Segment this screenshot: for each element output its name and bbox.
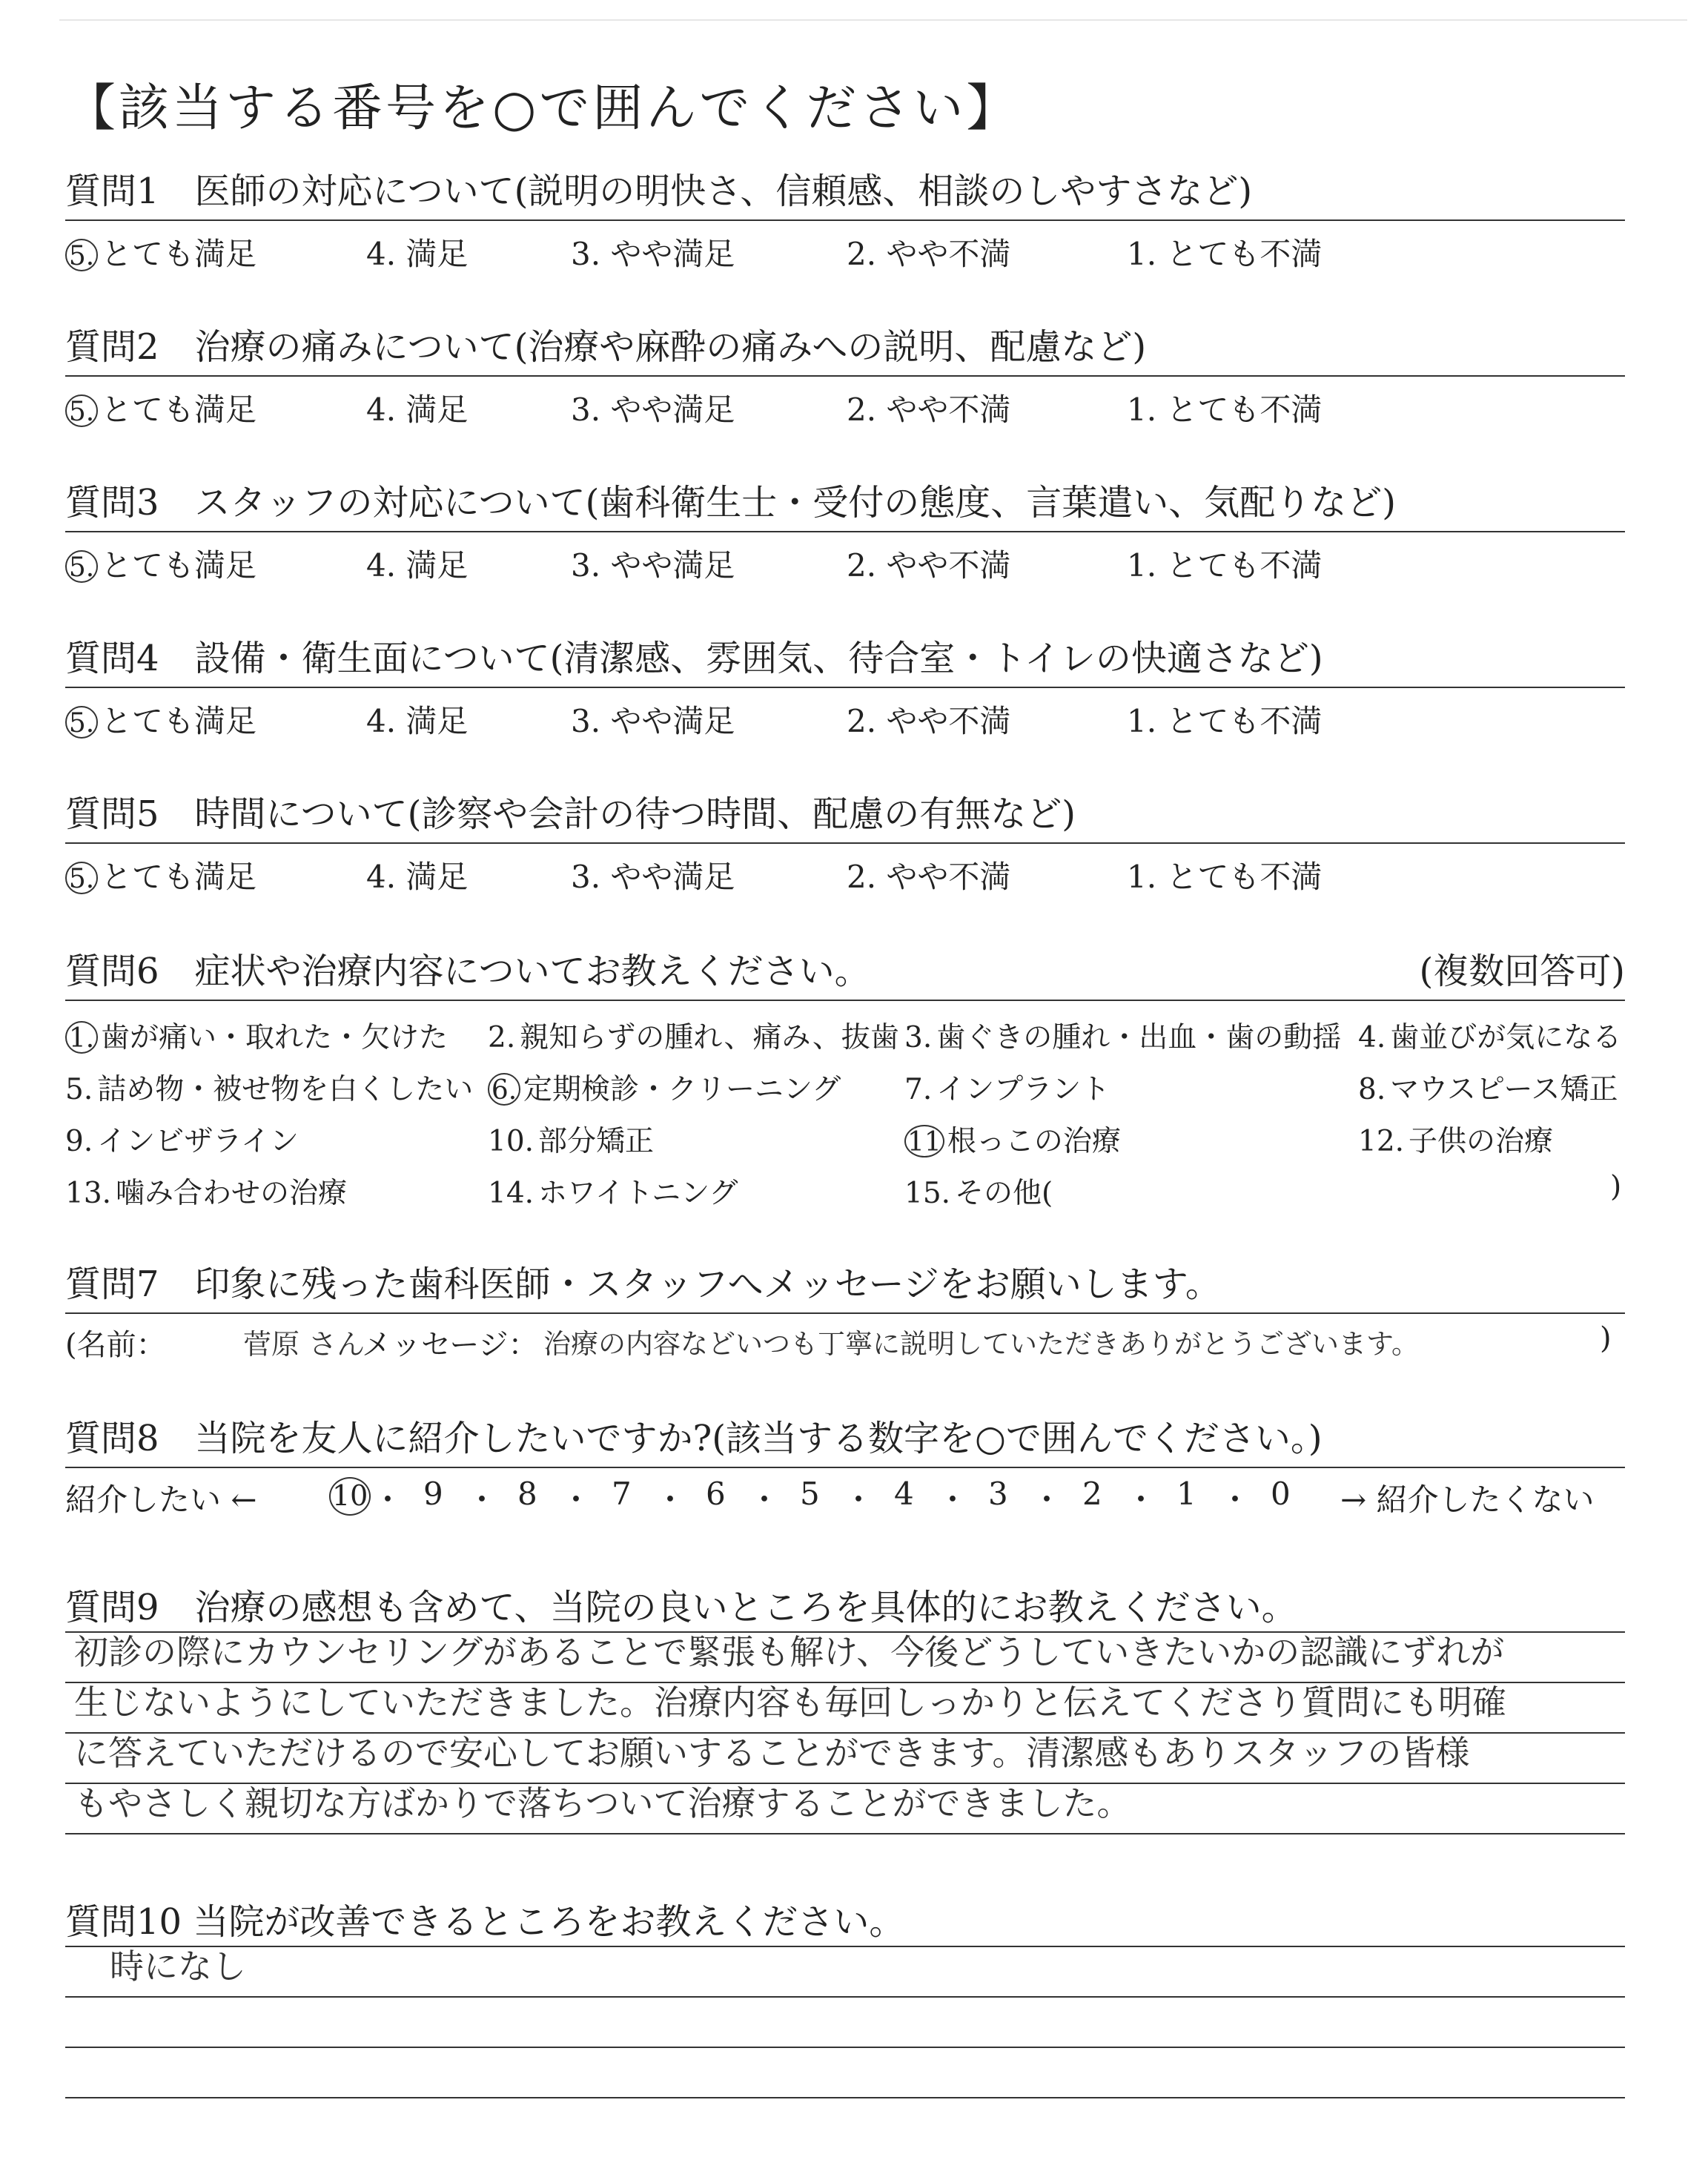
question-5 (65, 790, 1625, 895)
scale-separator: ・ (466, 1482, 498, 1518)
option-number: 5. (65, 1073, 93, 1106)
option-4[interactable]: 4. 満足 (366, 703, 469, 739)
name-label: (名前： (65, 1328, 166, 1362)
option-number: 3. (904, 1021, 933, 1054)
scale-value-6[interactable]: 6 (706, 1476, 726, 1512)
answer-line[interactable] (65, 2097, 1625, 2147)
symptom-option[interactable] (65, 1014, 448, 1056)
option-label: マウスピース矯正 (1390, 1073, 1618, 1106)
option-3[interactable]: 3. やや満足 (571, 703, 735, 739)
option-1[interactable]: 1. とても不満 (1127, 859, 1323, 895)
page-top-edge (59, 19, 1687, 21)
option-number: 14. (488, 1177, 534, 1210)
rating-options (65, 532, 1625, 584)
option-label: 噛み合わせの治療 (116, 1177, 348, 1210)
option-1[interactable]: 1. とても不満 (1127, 236, 1323, 272)
symptom-option[interactable] (65, 1170, 347, 1212)
option-1[interactable]: 1. とても不満 (1127, 392, 1323, 428)
recommend-scale (65, 1468, 1625, 1520)
rating-options (65, 688, 1625, 739)
question-4 (65, 635, 1625, 739)
selected-circle: 5. (65, 394, 98, 427)
question-6-title (65, 948, 1625, 995)
symptom-option[interactable] (1358, 1014, 1621, 1056)
scale-value-8[interactable]: 8 (517, 1476, 537, 1512)
option-5[interactable]: 5. とても満足 (65, 853, 256, 897)
question-10 (65, 1898, 1625, 2147)
scale-value-10[interactable]: 10 (329, 1477, 371, 1516)
answer-line[interactable]: もやさしく親切な方ばかりで落ちついて治療することができました。 (65, 1783, 1625, 1833)
name-value[interactable]: 菅原 さん (243, 1328, 365, 1361)
selected-circle: 11 (904, 1125, 944, 1157)
symptom-option[interactable] (1358, 1066, 1618, 1108)
option-number: 10. (488, 1125, 534, 1158)
message-line (65, 1314, 1625, 1366)
option-label: 親知らずの腫れ、痛み、抜歯 (520, 1021, 899, 1054)
symptom-option[interactable] (904, 1066, 1110, 1108)
selected-circle: 6. (488, 1073, 520, 1106)
answer-line[interactable]: 初診の際にカウンセリングがあることで緊張も解け、今後どうしていきたいかの認識にずれが (65, 1631, 1625, 1682)
option-label: 部分矯正 (538, 1125, 655, 1158)
question-6 (65, 948, 1625, 1223)
option-label: 子供の治療 (1409, 1125, 1554, 1158)
selected-circle: 5. (65, 239, 98, 271)
scale-separator: ・ (372, 1482, 404, 1518)
scale-value-5[interactable]: 5 (800, 1476, 820, 1512)
symptom-option[interactable] (1358, 1118, 1553, 1160)
option-number: 2. (488, 1021, 516, 1054)
option-4[interactable]: 4. 満足 (366, 859, 469, 895)
scale-separator: ・ (749, 1482, 781, 1518)
answer-line[interactable]: 生じないようにしていただきました。治療内容も毎回しっかりと伝えてくださり質問にも明確 (65, 1682, 1625, 1732)
question-7 (65, 1261, 1625, 1366)
option-2[interactable]: 2. やや不満 (847, 703, 1011, 739)
scale-value-3[interactable]: 3 (988, 1476, 1008, 1512)
option-number: 4. (1358, 1021, 1386, 1054)
option-number: 8. (1358, 1073, 1386, 1106)
recommend-left-label: 紹介したい ← (65, 1482, 257, 1518)
question-4-title: 質問4 設備・衛生面について(清潔感、雰囲気、待合室・トイレの快適さなど) (65, 638, 1323, 679)
scale-value-2[interactable]: 2 (1082, 1476, 1102, 1512)
scale-value-4[interactable]: 4 (894, 1476, 914, 1512)
selected-circle: 5. (65, 862, 98, 894)
question-9 (65, 1584, 1625, 1834)
question-1-title: 質問1 医師の対応について(説明の明快さ、信頼感、相談のしやすさなど) (65, 171, 1253, 212)
symptom-option[interactable] (65, 1066, 473, 1108)
question-7-title: 質問7 印象に残った歯科医師・スタッフへメッセージをお願いします。 (65, 1264, 1221, 1305)
question-10-title: 質問10 当院が改善できるところをお教えください。 (65, 1901, 905, 1943)
option-label: ホワイトニング (538, 1177, 738, 1210)
symptom-option[interactable] (904, 1118, 1121, 1160)
option-5[interactable]: 5. とても満足 (65, 230, 256, 274)
symptom-option[interactable] (488, 1014, 899, 1056)
option-number: 12. (1358, 1125, 1405, 1158)
scale-value-7[interactable]: 7 (612, 1476, 632, 1512)
scale-separator: ・ (1031, 1482, 1063, 1518)
option-1[interactable]: 1. とても不満 (1127, 547, 1323, 584)
answer-line[interactable] (65, 1996, 1625, 2047)
answer-line[interactable] (65, 2047, 1625, 2097)
other-close-paren: ) (1610, 1170, 1622, 1203)
option-number: 13. (65, 1177, 112, 1210)
message-value[interactable]: 治療の内容などいつも丁寧に説明していただきありがとうございます。 (543, 1328, 1420, 1360)
answer-lines (65, 1631, 1625, 1834)
answer-line-bottom (65, 1833, 1625, 1834)
selected-circle: 5. (65, 706, 98, 739)
symptom-option[interactable] (904, 1170, 1053, 1212)
question-2-title: 質問2 治療の痛みについて(治療や麻酔の痛みへの説明、配慮など) (65, 326, 1147, 368)
question-1 (65, 168, 1625, 272)
option-label: インプラント (936, 1073, 1110, 1106)
selected-circle: 1. (65, 1021, 98, 1054)
symptom-option[interactable] (488, 1118, 654, 1160)
option-label: 歯が痛い・取れた・欠けた (101, 1021, 448, 1054)
question-8-title: 質問8 当院を友人に紹介したいですか?(該当する数字を○で囲んでください。) (65, 1418, 1323, 1459)
option-2[interactable]: 2. やや不満 (847, 547, 1011, 584)
question-8 (65, 1415, 1625, 1520)
option-5[interactable]: 5. とても満足 (65, 541, 256, 586)
option-3[interactable]: 3. やや満足 (571, 236, 735, 272)
scale-separator: ・ (655, 1482, 686, 1518)
answer-line[interactable]: 時になし (65, 1946, 1625, 1996)
option-number: 7. (904, 1073, 933, 1106)
option-3[interactable]: 3. やや満足 (571, 547, 735, 584)
option-2[interactable]: 2. やや不満 (847, 859, 1011, 895)
symptom-option[interactable] (488, 1170, 738, 1212)
scale-value-0[interactable]: 0 (1271, 1476, 1291, 1512)
option-1[interactable]: 1. とても不満 (1127, 703, 1323, 739)
option-label: 定期検診・クリーニング (523, 1073, 841, 1106)
scale-separator: ・ (1219, 1482, 1251, 1518)
question-2 (65, 323, 1625, 428)
option-number: 9. (65, 1125, 93, 1158)
answer-line[interactable]: に答えていただけるので安心してお願いすることができます。清潔感もありスタッフの皆様 (65, 1732, 1625, 1783)
option-number: 15. (904, 1177, 951, 1210)
option-label: 歯並びが気になる (1390, 1021, 1622, 1054)
form-header: 【該当する番号を○で囲んでください】 (65, 79, 1020, 138)
rating-options (65, 844, 1625, 895)
rating-options (65, 377, 1625, 428)
option-2[interactable]: 2. やや不満 (847, 236, 1011, 272)
scale-separator: ・ (843, 1482, 875, 1518)
option-label: インビザライン (97, 1125, 299, 1158)
option-4[interactable]: 4. 満足 (366, 236, 469, 272)
scale-separator: ・ (560, 1482, 592, 1518)
answer-lines (65, 1946, 1625, 2147)
question-3-title: 質問3 スタッフの対応について(歯科衛生士・受付の態度、言葉遣い、気配りなど) (65, 482, 1397, 524)
option-5[interactable]: 5. とても満足 (65, 697, 256, 742)
option-5[interactable]: 5. とても満足 (65, 386, 256, 430)
option-4[interactable]: 4. 満足 (366, 392, 469, 428)
symptom-option[interactable] (65, 1118, 299, 1160)
option-label: 詰め物・被せ物を白くしたい (97, 1073, 474, 1106)
scale-separator: ・ (1125, 1482, 1157, 1518)
scale-value-9[interactable]: 9 (423, 1476, 443, 1512)
option-3[interactable]: 3. やや満足 (571, 859, 735, 895)
symptom-option[interactable] (488, 1066, 841, 1108)
question-9-title: 質問9 治療の感想も含めて、当院の良いところを具体的にお教えください。 (65, 1587, 1297, 1628)
close-paren: ) (1600, 1321, 1612, 1355)
scale-separator: ・ (937, 1482, 969, 1518)
question-6-title-text: 質問6 症状や治療内容についてお教えください。 (65, 951, 870, 992)
option-4[interactable]: 4. 満足 (366, 547, 469, 584)
rating-options (65, 221, 1625, 272)
symptom-option[interactable] (904, 1014, 1341, 1056)
option-label: 歯ぐきの腫れ・出血・歯の動揺 (936, 1021, 1342, 1054)
question-3 (65, 479, 1625, 584)
message-label: メッセージ： (362, 1328, 538, 1362)
option-label: 根っこの治療 (947, 1125, 1121, 1158)
multiple-answers-note: (複数回答可) (1419, 951, 1625, 992)
selected-circle: 5. (65, 550, 98, 583)
symptom-options-grid (65, 1001, 1625, 1223)
recommend-right-label: → 紹介したくない (1340, 1482, 1595, 1518)
option-2[interactable]: 2. やや不満 (847, 392, 1011, 428)
question-5-title: 質問5 時間について(診察や会計の待つ時間、配慮の有無など) (65, 793, 1076, 835)
option-3[interactable]: 3. やや満足 (571, 392, 735, 428)
option-label: その他( (955, 1177, 1053, 1210)
scale-value-1[interactable]: 1 (1176, 1476, 1196, 1512)
